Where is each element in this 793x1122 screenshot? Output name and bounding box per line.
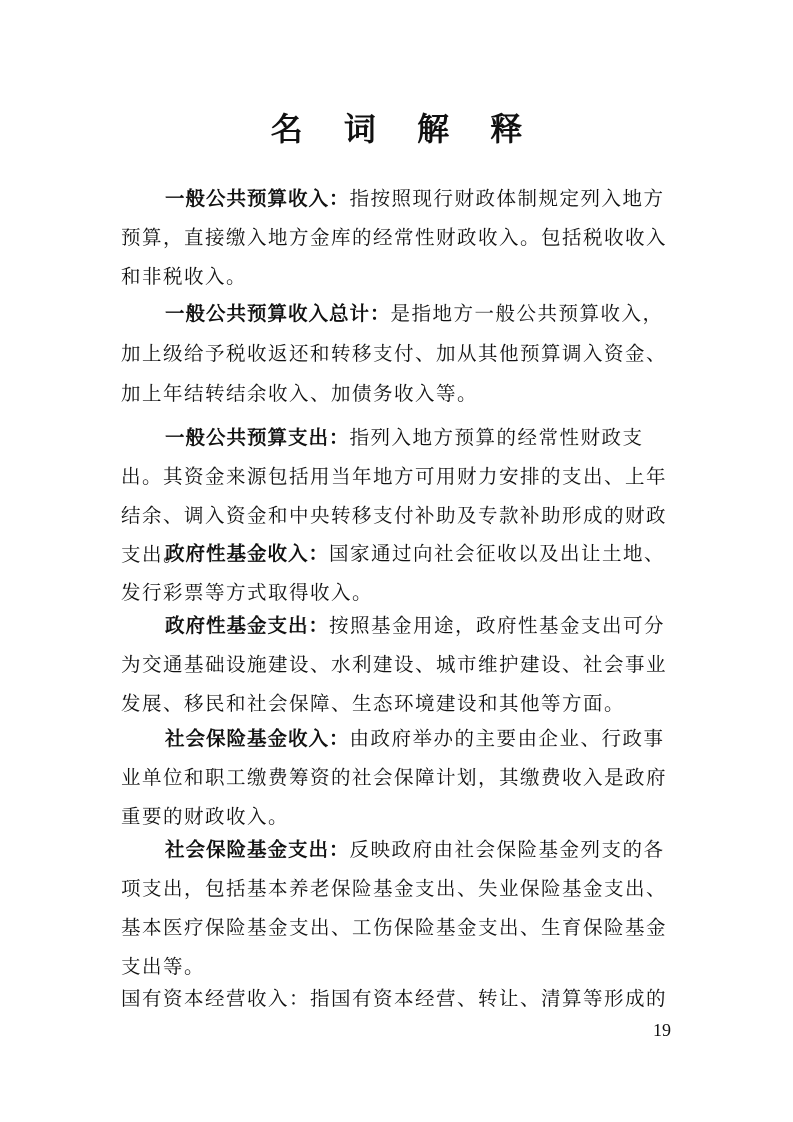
glossary-entry-government-fund-revenue: [121, 534, 677, 612]
glossary-definition: 国家通过向社会征收以及出让土地、发行彩票等方式取得收入。: [121, 542, 666, 604]
glossary-term: 社会保险基金收入：: [165, 727, 350, 750]
glossary-term: 一般公共预算收入总计：: [165, 302, 391, 325]
glossary-definition: 由政府举办的主要由企业、行政事业单位和职工缴费筹资的社会保障计划，其缴费收入是政府重要的财政收入。: [121, 727, 668, 828]
glossary-term: 一般公共预算收入：: [165, 187, 350, 210]
glossary-entry-state-capital-revenue: [121, 979, 677, 1018]
page-number: 19: [653, 1020, 671, 1040]
glossary-entry-social-insurance-expenditure: [121, 830, 677, 986]
glossary-text: 国有资本经营收入：指国有资本经营、转让、清算等形成的: [121, 987, 668, 1010]
glossary-definition: 指列入地方预算的经常性财政支出。其资金来源包括用当年地方可用财力安排的支出、上年结余、调入资金和中央转移支付补助及专款补助形成的财政支出。: [121, 426, 668, 566]
glossary-entry-general-budget-revenue-total: [121, 294, 677, 414]
glossary-definition: 按照基金用途，政府性基金支出可分为交通基础设施建设、水利建设、城市维护建设、社会事业发展、移民和社会保障、生态环境建设和其他等方面。: [121, 614, 668, 715]
glossary-definition: 反映政府由社会保险基金列支的各项支出，包括基本养老保险基金支出、失业保险基金支出、基本医疗保险基金支出、工伤保险基金支出、生育保险基金支出等。: [121, 838, 668, 978]
glossary-definition: 是指地方一般公共预算收入，加上级给予税收返还和转移支付、加从其他预算调入资金、加上年结转结余收入、加债务收入等。: [121, 302, 668, 405]
glossary-term: 社会保险基金支出：: [165, 838, 350, 861]
glossary-definition: 指按照现行财政体制规定列入地方预算，直接缴入地方金库的经常性财政收入。包括税收收入和非税收入。: [121, 187, 668, 288]
glossary-entry-social-insurance-revenue: [121, 719, 677, 836]
page-title: 名 词 解 释: [270, 110, 538, 148]
glossary-entry-general-budget-revenue: [121, 179, 677, 296]
glossary-term: 政府性基金收入：: [165, 542, 330, 565]
glossary-entry-government-fund-expenditure: [121, 606, 677, 723]
glossary-term: 政府性基金支出：: [165, 614, 330, 637]
glossary-term: 一般公共预算支出：: [165, 426, 350, 449]
